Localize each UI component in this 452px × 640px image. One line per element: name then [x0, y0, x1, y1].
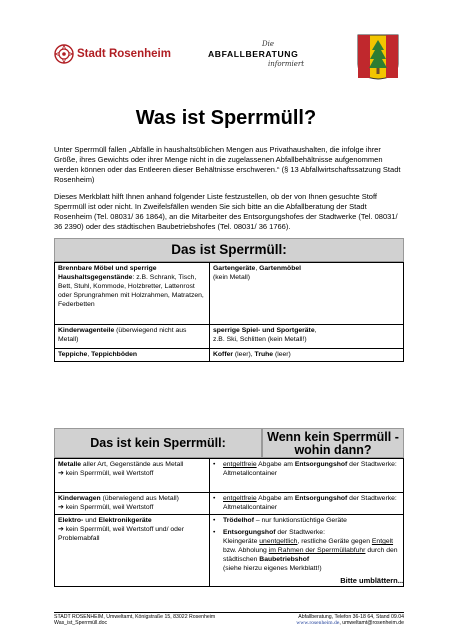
cell-bold: sperrige Spiel- und Sportgeräte: [213, 327, 315, 334]
cell-bold: Gartengeräte: [213, 265, 256, 272]
footer-divider: [54, 612, 404, 613]
cell-text: durch den städtischen: [223, 547, 398, 563]
cell-text: , restliche Geräte gegen: [297, 538, 372, 545]
cell-bold: Entsorgungshof: [294, 461, 348, 468]
cell-text: der Stadtwerke: Altmetallcontainer: [223, 461, 397, 477]
city-name: Stadt Rosenheim: [77, 48, 171, 60]
table-row: [55, 459, 404, 493]
cell-text: ,: [255, 265, 260, 272]
table-cell: [55, 515, 210, 587]
cell-text: und: [83, 517, 99, 524]
table-cell: [55, 263, 210, 325]
cell-bold: Truhe: [254, 351, 274, 358]
footer-email[interactable]: , umweltamt@rosenheim.de: [339, 620, 404, 626]
section-heading-kein-sperrmuell: Das ist kein Sperrmüll:: [54, 428, 262, 458]
table-row: [55, 493, 404, 515]
table-row: [55, 349, 404, 362]
table-cell: [55, 349, 210, 362]
logo-abfallberatung: ABFALLBERATUNG: [208, 49, 299, 59]
cell-text: (siehe hierzu eigenes Merkblatt!): [223, 565, 322, 572]
cell-underline: Entgelt: [371, 538, 394, 545]
website-link[interactable]: www.rosenheim.de: [296, 620, 340, 626]
cell-bold: Kinderwagenteile: [58, 327, 115, 334]
cell-bold: Metalle: [58, 461, 82, 468]
cell-text: Abgabe am: [256, 461, 295, 468]
cell-bold: Baubetriebshof: [259, 556, 310, 563]
list-item: [213, 516, 400, 525]
cell-text: Abgabe am: [256, 495, 295, 502]
cell-text: kein Sperrmüll, weil Wertstoff: [65, 504, 154, 511]
cell-bold: Elektro-: [58, 517, 84, 524]
table-cell: [210, 325, 404, 349]
cell-bold: Kinderwagen: [58, 495, 101, 502]
table-cell: [210, 263, 404, 325]
cell-underline: im Rahmen der Sperrmüllabfuhr: [268, 547, 366, 554]
section-heading-sperrmuell: Das ist Sperrmüll:: [54, 238, 404, 262]
cell-bold: Teppiche: [58, 351, 88, 358]
logo-informiert: informiert: [268, 60, 305, 68]
table-cell: [55, 493, 210, 515]
table-cell: [210, 459, 404, 493]
cell-bold: Koffer: [213, 351, 234, 358]
cell-text: (kein Metall): [213, 274, 251, 281]
cell-bold: Elektronikgeräte: [98, 517, 152, 524]
cell-bold: Teppichböden: [91, 351, 138, 358]
footer-web: [242, 620, 404, 627]
intro-paragraph-2: Dieses Merkblatt hilft Ihnen anhand folgender Liste festzustellen, ob der von Ihnen gesuchte Stoff Sperrmüll ist oder nicht. In Zweifelsfällen wenden Sie sich bitte an die Abfallberatung der Stadt Rosenheim (Tel. 08031/ 36 1864), an die Mitarbeiter des Entsorgungshofes der Stadtwerke (Tel. 08031/ 36 2390) oder des städtischen Baubetriebshofes (Tel. 08031/ 36 1766).: [54, 192, 398, 231]
cell-text: kein Sperrmüll, weil Wertstoff: [65, 470, 154, 477]
cell-text: z.B. Ski, Schlitten (kein Metall!): [213, 336, 307, 343]
table-row: [55, 263, 404, 325]
abfallberatung-logo: [208, 40, 316, 72]
cell-text: bzw. Abholung: [223, 547, 269, 554]
cell-text: – nur funktionstüchtige Geräte: [253, 517, 347, 524]
cell-bold: Entsorgungshof: [294, 495, 348, 502]
footer-filename: Was_ist_Sperrmüll.doc: [54, 620, 108, 626]
list-item: [213, 494, 400, 512]
cell-text: (überwiegend aus Metall): [100, 495, 179, 502]
cell-underline: entgeltfreie: [223, 461, 257, 468]
cell-bold: Gartenmöbel: [259, 265, 302, 272]
page-title: Was ist Sperrmüll?: [135, 107, 317, 129]
cell-text: aller Art, Gegenstände aus Metall: [81, 461, 184, 468]
cell-text: der Stadtwerke: Altmetallcontainer: [223, 495, 397, 511]
intro-paragraph-1: Unter Sperrmüll fallen „Abfälle in haushaltsüblichen Mengen aus Privathaushalten, die infolge ihrer Größe, ihres Gewichts oder ihrer Menge nicht in die zugelassenen Abfallbehältnisse aufgenommen werden können oder das Entleeren dieser Behältnisse erschweren.“ (§ 13 Abfallwirtschaftssatzung Stadt Rosenheim): [54, 145, 401, 184]
table-row: [55, 325, 404, 349]
turn-page-note: Bitte umblättern...: [340, 576, 404, 585]
cell-text: (leer),: [233, 351, 255, 358]
cell-text: ,: [314, 327, 317, 334]
crest-icon: [357, 34, 399, 80]
cell-bold: Brennbare Möbel und sperrige Haushaltsgegenstände: [58, 265, 157, 281]
cell-text: ,: [87, 351, 92, 358]
cell-text: kein Sperrmüll, weil Wertstoff und/ oder Problemabfall: [58, 526, 184, 542]
sperrmuell-table: [54, 262, 404, 362]
table-cell: [55, 325, 210, 349]
cell-text: : z.B. Schrank, Tisch, Bett, Stuhl, Kommode, Holzbretter, Lattenrost oder Sprungrahmen mit Holzrahmen, Matratzen, Federbetten: [58, 274, 204, 308]
table-cell: [210, 493, 404, 515]
cell-underline: entgeltfreie: [223, 495, 257, 502]
arrow-icon: ➔: [58, 526, 64, 533]
table-cell: [210, 349, 404, 362]
cell-text: (überwiegend nicht aus Metall): [58, 327, 187, 343]
kein-sperrmuell-table: [54, 458, 404, 587]
arrow-icon: ➔: [58, 470, 64, 477]
arrow-icon: ➔: [58, 504, 64, 511]
city-logo: [54, 44, 171, 66]
footer-address: STADT ROSENHEIM, Umweltamt, Königstraße 15, 83022 Rosenheim: [54, 614, 216, 620]
logo-die: Die: [262, 40, 274, 48]
list-item: [213, 460, 400, 478]
table-cell: [55, 459, 210, 493]
section-heading-wohin-dann: Wenn kein Sperrmüll - wohin dann?: [262, 428, 404, 458]
list-item: [213, 528, 400, 573]
cell-underline: unentgeltlich: [259, 538, 298, 545]
footer-contact: Abfallberatung, Telefon 36-18 64, Stand 09.04: [298, 614, 404, 620]
rose-logo-icon: [54, 44, 74, 64]
cell-text: Kleingeräte: [223, 538, 260, 545]
cell-bold: Entsorgungshof: [223, 529, 276, 536]
cell-bold: Trödelhof: [223, 517, 254, 524]
cell-text: (leer): [273, 351, 291, 358]
cell-text: der Stadtwerke:: [275, 529, 325, 536]
